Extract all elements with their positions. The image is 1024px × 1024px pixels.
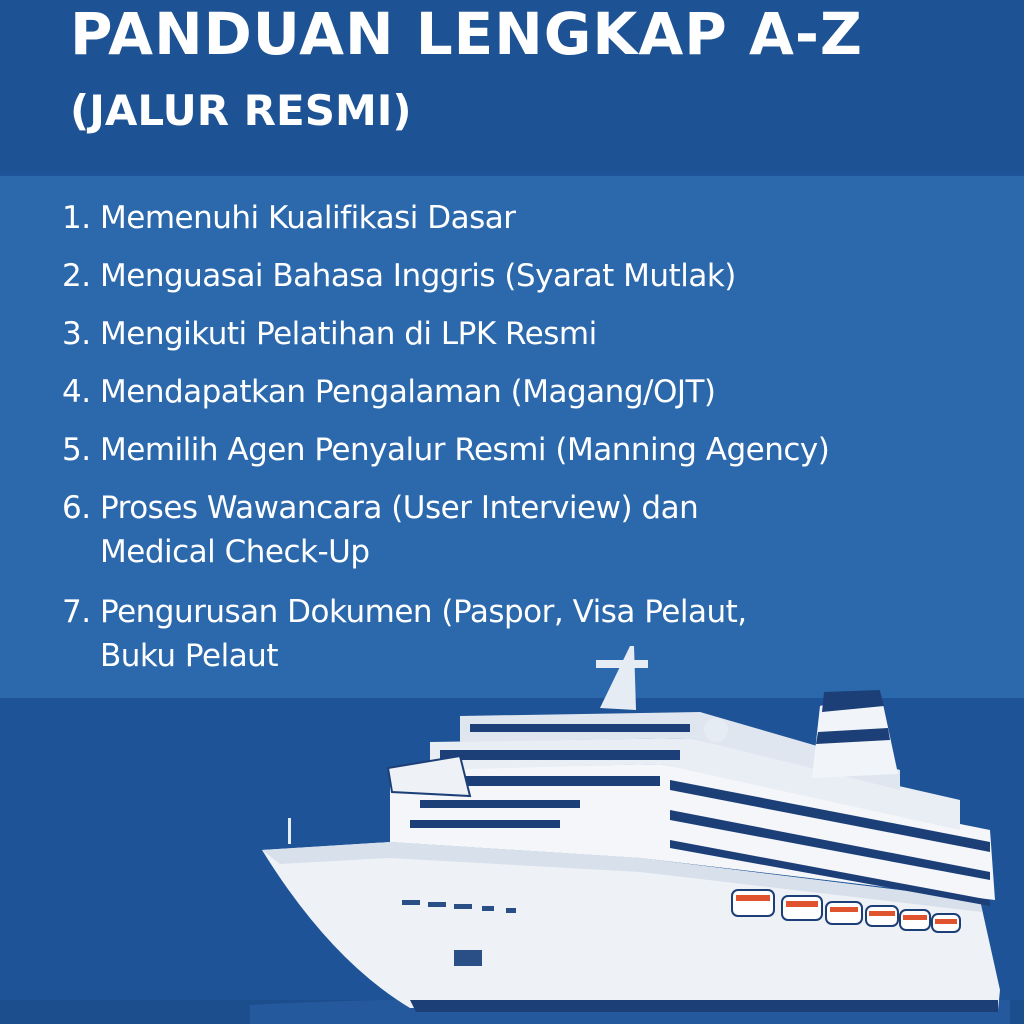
- step-number: 2.: [62, 258, 91, 294]
- step-text: Mendapatkan Pengalaman (Magang/OJT): [100, 374, 716, 410]
- step-number: 1.: [62, 200, 91, 236]
- page-subtitle: (JALUR RESMI): [70, 86, 412, 135]
- step-text: Memilih Agen Penyalur Resmi (Manning Agency): [100, 432, 830, 468]
- step-text: Memenuhi Kualifikasi Dasar: [100, 200, 516, 236]
- step-text: Pengurusan Dokumen (Paspor, Visa Pelaut,: [100, 594, 747, 630]
- step-number: 4.: [62, 374, 91, 410]
- step-text-continued: Buku Pelaut: [100, 638, 278, 674]
- step-number: 5.: [62, 432, 91, 468]
- step-7: [62, 590, 747, 678]
- step-3: [62, 312, 597, 356]
- step-number: 3.: [62, 316, 91, 352]
- step-text-continued: Medical Check-Up: [100, 534, 370, 570]
- step-4: [62, 370, 716, 414]
- step-text: Proses Wawancara (User Interview) dan: [100, 490, 699, 526]
- step-1: [62, 196, 515, 240]
- step-text: Mengikuti Pelatihan di LPK Resmi: [100, 316, 597, 352]
- step-text: Menguasai Bahasa Inggris (Syarat Mutlak): [100, 258, 736, 294]
- step-6: [62, 486, 698, 574]
- page-title: PANDUAN LENGKAP A-Z: [70, 0, 863, 68]
- step-number: 7.: [62, 594, 91, 630]
- step-5: [62, 428, 829, 472]
- step-2: [62, 254, 736, 298]
- step-number: 6.: [62, 490, 91, 526]
